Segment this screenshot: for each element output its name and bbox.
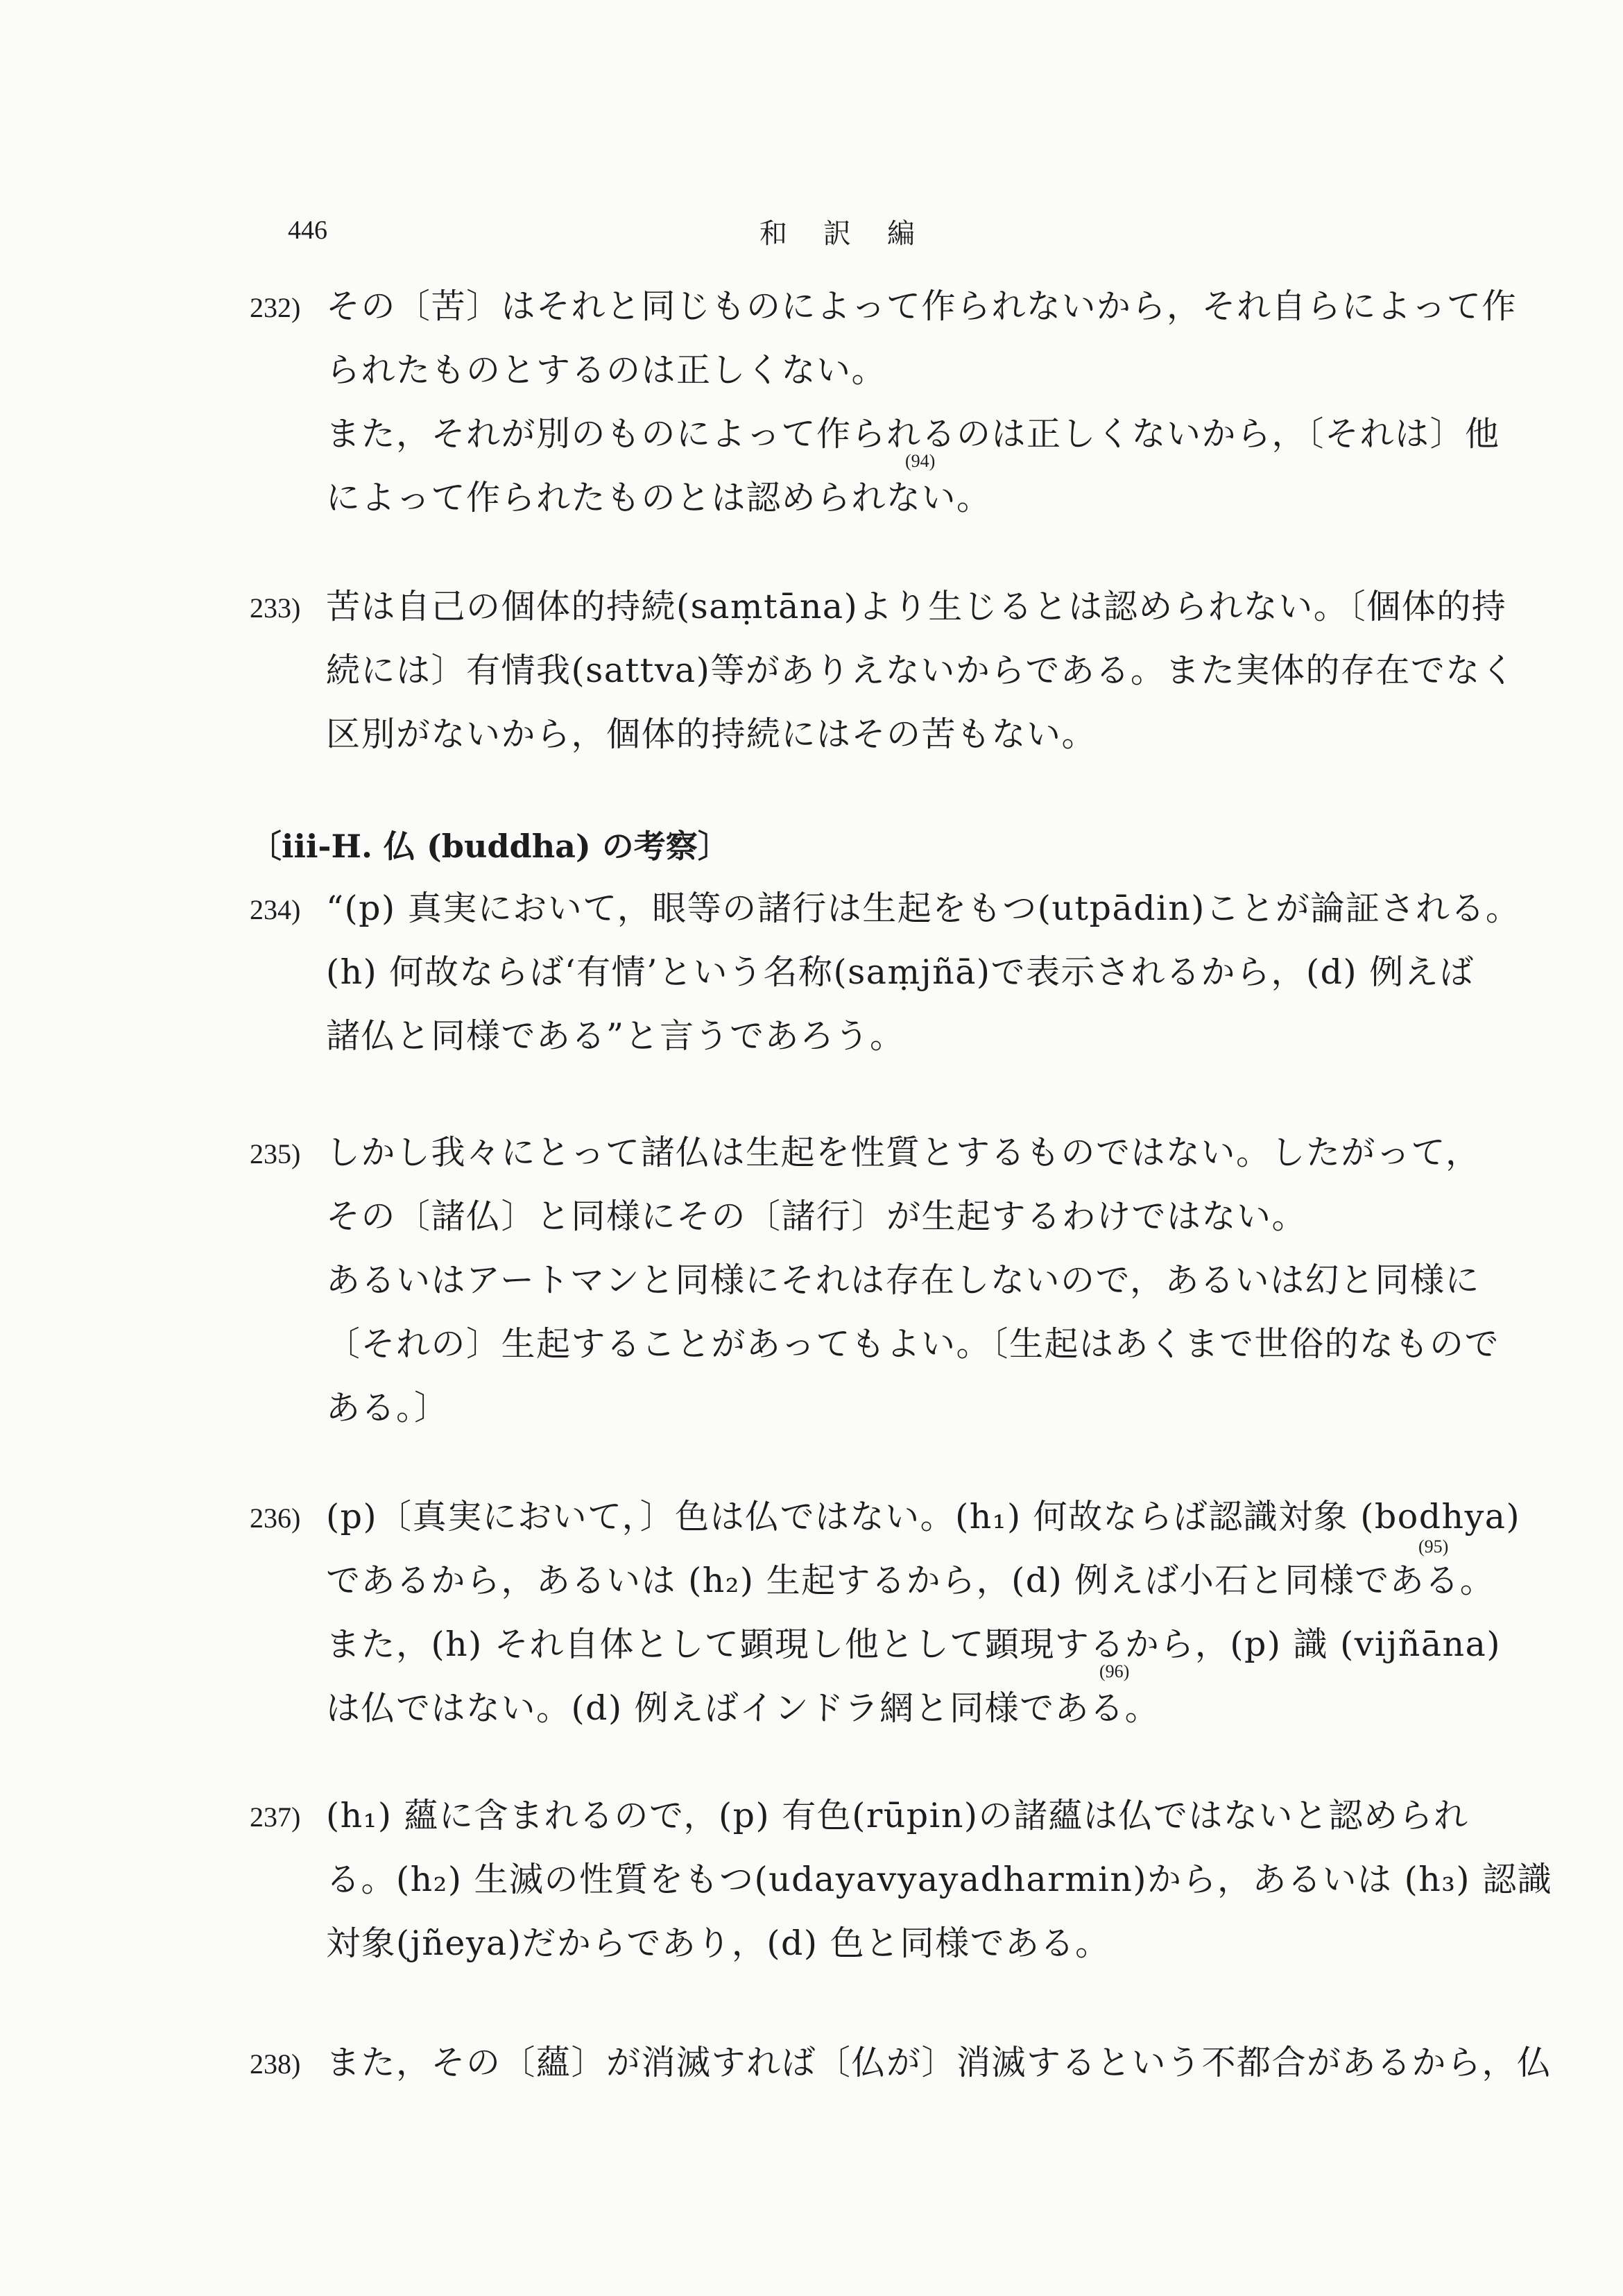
- text-line: によって作られたものとは認められない。: [326, 478, 992, 517]
- text-line: “(p) 真実において，眼等の諸行は生起をもつ(utpādin)ことが論証される。: [326, 889, 1521, 928]
- running-title: 和訳編: [759, 218, 951, 250]
- text-line: 諸仏と同様である”と言うであろう。: [326, 1016, 905, 1056]
- text-line: その〔諸仏〕と同様にその〔諸行〕が生起するわけではない。: [326, 1197, 1307, 1236]
- text-line: 区別がないから，個体的持続にはその苦もない。: [326, 714, 1097, 754]
- text-line: その〔苦〕はそれと同じものによって作られないから，それ自らによって作: [326, 286, 1518, 326]
- text-line: られたものとするのは正しくない。: [326, 350, 887, 390]
- footnote-marker: (95): [1418, 1536, 1449, 1557]
- section-heading: 〔iii-H. 仏 (buddha) の考察〕: [250, 828, 730, 865]
- text-line: また，それが別のものによって作られるのは正しくないから，〔それは〕他: [326, 414, 1500, 454]
- paragraph-number: 232): [250, 292, 301, 323]
- text-line: ある。〕: [326, 1388, 449, 1428]
- text-line: 〔それの〕生起することがあってもよい。〔生起はあくまで世俗的なもので: [326, 1324, 1500, 1364]
- page-number: 446: [288, 216, 327, 245]
- text-line: (h₁) 蘊に含まれるので，(p) 有色(rūpin)の諸蘊は仏ではないと認められ: [326, 1796, 1469, 1835]
- paragraph-number: 238): [250, 2048, 301, 2080]
- text-line: しかし我々にとって諸仏は生起を性質とするものではない。したがって，: [326, 1133, 1481, 1172]
- paragraph-number: 234): [250, 894, 301, 925]
- text-line: (h) 何故ならば‘有情’という名称(saṃjñā)で表示されるから，(d) 例えば: [326, 952, 1475, 992]
- footnote-marker: (94): [905, 451, 936, 471]
- text-line: 対象(jñeya)だからであり，(d) 色と同様である。: [326, 1924, 1110, 1963]
- paragraph-number: 237): [250, 1801, 301, 1833]
- text-line: 苦は自己の個体的持続(saṃtāna)より生じるとは認められない。〔個体的持: [326, 587, 1507, 626]
- text-line: 続には〕有情我(sattva)等がありえないからである。また実体的存在でなく: [326, 651, 1516, 690]
- text-line: る。(h₂) 生滅の性質をもつ(udayavyayadharmin)から，あるいは (h₃) 認識: [326, 1860, 1553, 1899]
- paragraph-number: 235): [250, 1138, 301, 1170]
- text-line: あるいはアートマンと同様にそれは存在しないので，あるいは幻と同様に: [326, 1260, 1481, 1300]
- text-line: また，(h) それ自体として顕現し他として顕現するから，(p) 識 (vijñāna): [326, 1625, 1501, 1664]
- text-line: また，その〔蘊〕が消滅すれば〔仏が〕消滅するという不都合があるから，仏: [326, 2043, 1552, 2082]
- paragraph-number: 233): [250, 592, 301, 624]
- footnote-marker: (96): [1099, 1661, 1130, 1681]
- paragraph-number: 236): [250, 1502, 301, 1534]
- text-line: (p)〔真実において，〕色は仏ではない。(h₁) 何故ならば認識対象 (bodhya): [326, 1497, 1521, 1536]
- text-line: であるから，あるいは (h₂) 生起するから，(d) 例えば小石と同様である。: [326, 1561, 1495, 1600]
- text-line: は仏ではない。(d) 例えばインドラ網と同様である。: [326, 1688, 1160, 1728]
